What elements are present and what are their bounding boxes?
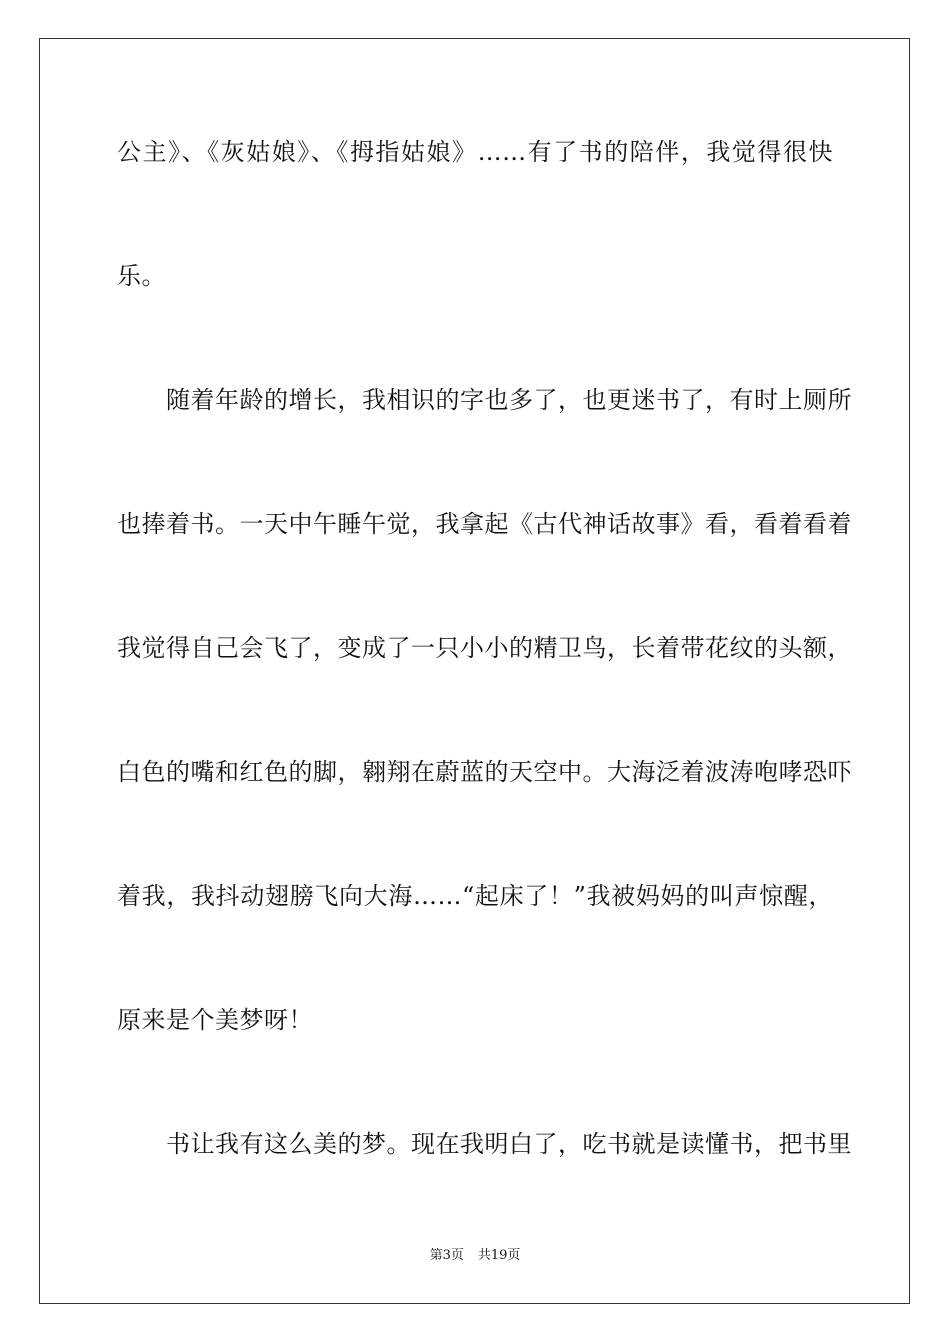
page-total: 共19页 [477,1248,521,1263]
page-number: 第3页 [429,1248,464,1263]
page-footer [0,1247,950,1265]
text-line: 乐。 [117,262,166,290]
text-line: 也捧着书。一天中午睡午觉，我拿起《古代神话故事》看，看着看着 [117,510,852,538]
text-line: 原来是个美梦呀！ [117,1006,313,1034]
text-line: 着我，我抖动翅膀飞向大海……“起床了！”我被妈妈的叫声惊醒， [117,882,833,910]
text-line: 白色的嘴和红色的脚，翱翔在蔚蓝的天空中。大海泛着波涛咆哮恐吓 [117,758,852,786]
text-line: 公主》、《灰姑娘》、《拇指姑娘》……有了书的陪伴，我觉得很快 [117,138,833,166]
page-border [39,38,910,1304]
text-line: 书让我有这么美的梦。现在我明白了，吃书就是读懂书，把书里 [117,1130,852,1158]
text-line: 随着年龄的增长，我相识的字也多了，也更迷书了，有时上厕所 [117,386,852,414]
text-line: 我觉得自己会飞了，变成了一只小小的精卫鸟，长着带花纹的头额， [117,634,852,662]
